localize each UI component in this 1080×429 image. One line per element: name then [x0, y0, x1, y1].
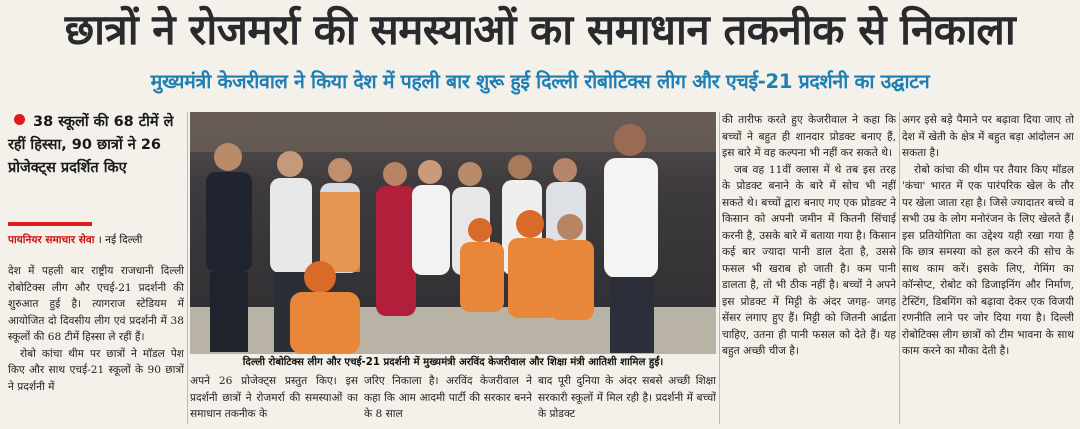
column-divider: [719, 112, 720, 424]
byline-city: । नई दिल्ली: [97, 234, 143, 246]
subheadline: मुख्यमंत्री केजरीवाल ने किया देश में पहली बार शुरू हुई दिल्ली रोबोटिक्स लीग और एचई-21 प्रदर्शनी का उद्घाटन: [150, 70, 930, 93]
column-divider: [899, 112, 900, 424]
highlight-box: [8, 111, 184, 180]
column-3-paragraph-1: की तारीफ करते हुए केजरीवाल ने कहा कि बच्चों ने बहुत ही शानदार प्रोडक्ट बनाए हैं, इस बारे में वह कल्पना भी नहीं कर सकते थे।: [722, 114, 896, 159]
byline-agency: पायनियर समाचार सेवा: [8, 234, 95, 246]
article-under-photo-2: [364, 373, 532, 425]
article-under-photo-3: [538, 373, 716, 425]
event-photo: [190, 112, 716, 354]
column-divider: [187, 112, 188, 424]
article-under-photo-1: [190, 373, 358, 425]
highlight-text: 38 स्कूलों की 68 टीमें ले रहीं हिस्सा, 90 छात्रों ने 26 प्रोजेक्ट्स प्रदर्शित किए: [8, 114, 174, 176]
under-photo-text-3: बाद पूरी दुनिया के अंदर सबसे अच्छी शिक्षा सरकारी स्कूलों में मिल रही है। प्रदर्शनी में बच्चों के प्रोडक्ट: [538, 375, 716, 420]
column-1-paragraph-2: रोबो कांचा थीम पर छात्रों ने मॉडल पेश किए और साथ एचई-21 स्कूलों के 90 छात्रों ने प्रदर्शनी में: [8, 347, 184, 393]
under-photo-text-2: जरिए निकाला है। अरविंद केजरीवाल ने कहा कि आम आदमी पार्टी की सरकार बनने के 8 साल: [364, 375, 532, 420]
bullet-dot-icon: [14, 114, 25, 125]
column-4-paragraph-1: अगर इसे बड़े पैमाने पर बढ़ावा दिया जाए तो देश में खेती के क्षेत्र में बहुत बड़ा आंदोलन आ सकता है।: [902, 114, 1074, 159]
article-column-4: [902, 112, 1074, 425]
article-column-3: [722, 112, 896, 425]
photo-caption: दिल्ली रोबोटिक्स लीग और एचई-21 प्रदर्शनी में मुख्यमंत्री अरविंद केजरीवाल और शिक्षा मंत्री आतिशी शामिल हुईं।: [190, 354, 716, 372]
red-divider: [8, 222, 92, 226]
event-photo-image: [190, 112, 716, 354]
column-4-paragraph-2: रोबो कांचा की थीम पर तैयार किए मॉडल 'कंचा' भारत में एक पारंपरिक खेल के तौर पर खेला जाता रहा है। जिसे ज्यादातर बच्चे व सभी उम्र के लोग मनोरंजन के लिए खेलते हैं। इस प्रतियोगिता का उद्देश्य यही रखा गया है कि छात्र समस्या को हल करने की सोच के साथ काम करें। इसके लिए, गेमिंग का कॉन्सेप्ट, रोबोट को डिजाइनिंग और निर्माण, टेस्टिंग, डिबगिंग को बढ़ावा देकर एक विजयी रणनीति लाने पर जोर दिया गया है। दिल्ली रोबोटिक्स लीग छात्रों को टीम भावना के साथ काम करने का मौका देती है।: [902, 163, 1074, 357]
column-1-paragraph-1: देश में पहली बार राष्ट्रीय राजधानी दिल्ली रोबोटिक्स लीग और एचई-21 प्रदर्शनी की शुरुआत हुई है। त्यागराज स्टेडियम में आयोजित दो दिवसीय लीग एवं प्रदर्शनी में 38 स्कूलों की 68 टीमें हिस्सा ले रहीं हैं।: [8, 265, 184, 343]
article-column-1: [8, 263, 184, 425]
column-3-paragraph-2: जब वह 11वीं क्लास में थे तब इस तरह के प्रोडक्ट बनाने के बारे में सोच भी नहीं सकते थे। बच्चों द्वारा बनाए गए एक प्रोडक्ट ने किसान को अपनी जमीन में कितनी सिंचाई करनी है, उसके बारे में बताया गया है। किसान कई बार ज्यादा पानी डाल देता है, उससे फसल भी खराब हो जाती है। कम पानी डालता है, तो भी ठीक नहीं है। बच्चों ने अपने इस प्रोडक्ट में मिट्टी के अंदर जगह- जगह सेंसर लगाए हुए हैं। मिट्टी को जितनी आर्द्रता चाहिए, उतना ही पानी फसल को देते हैं। यह बहुत अच्छी चीज है।: [722, 163, 896, 357]
under-photo-text-1: अपने 26 प्रोजेक्ट्स प्रस्तुत किए। इस प्रदर्शनी छात्रों ने रोजमर्रा की समस्याओं का समाधान तकनीक के: [190, 375, 358, 420]
byline: [8, 233, 142, 247]
headline: छात्रों ने रोजमर्रा की समस्याओं का समाधान तकनीक से निकाला: [64, 5, 1016, 54]
